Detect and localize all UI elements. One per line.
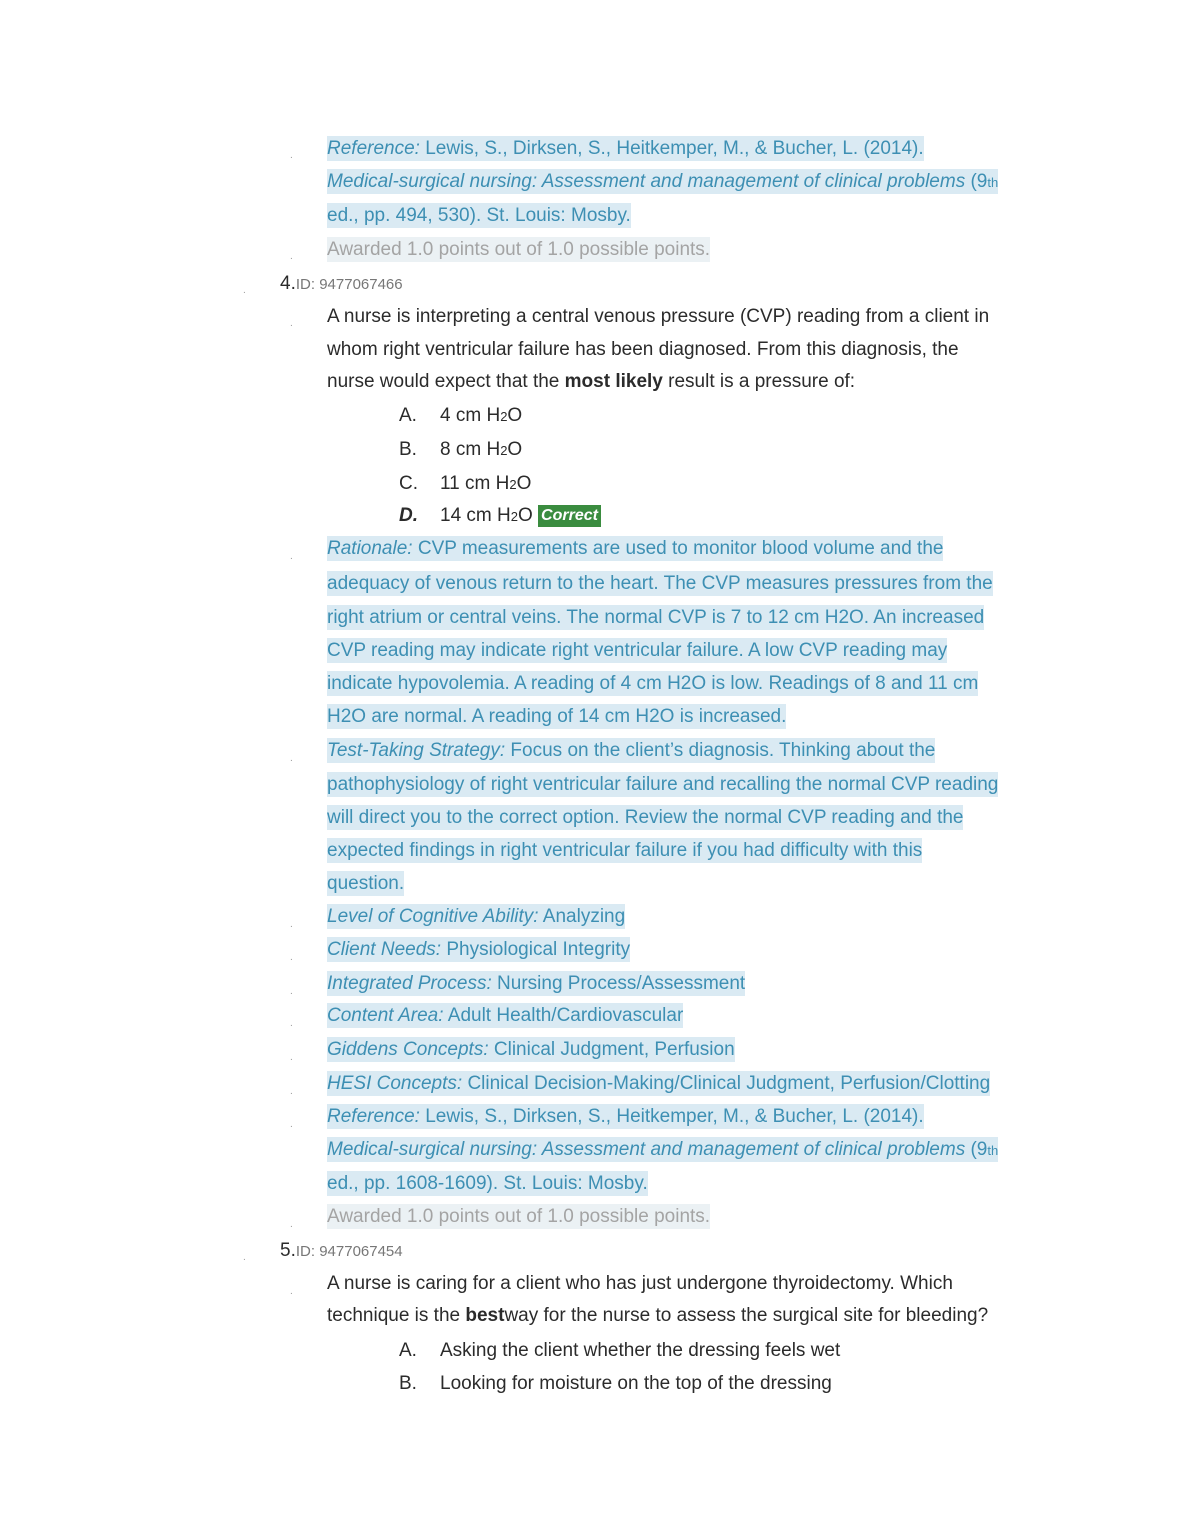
meta-integrated-process	[327, 973, 745, 1003]
reference-edition: (9	[965, 1139, 988, 1160]
bullet: .	[290, 1286, 293, 1297]
bullet: .	[290, 919, 293, 930]
bullet: .	[290, 753, 293, 764]
question-stem: whom right ventricular failure has been diagnosed. From this diagnosis, the	[327, 339, 959, 360]
reference-text: ed., pp. 494, 530). St. Louis: Mosby.	[327, 205, 631, 226]
strategy-line	[327, 740, 935, 770]
bullet: .	[290, 1086, 293, 1097]
rationale-text: adequacy of venous return to the heart. The CVP measures pressures from the	[327, 573, 993, 594]
rationale-text: indicate hypovolemia. A reading of 4 cm H2O is low. Readings of 8 and 11 cm	[327, 673, 979, 694]
reference-title: Medical-surgical nursing: Assessment and management of clinical problems	[327, 1139, 966, 1160]
bullet: .	[290, 1219, 293, 1230]
rationale-line	[327, 673, 978, 703]
meta-giddens-concepts	[327, 1039, 735, 1069]
option-a[interactable]	[0, 1340, 1190, 1370]
meta-label: HESI Concepts:	[327, 1073, 463, 1094]
question-number: 5.	[280, 1240, 296, 1261]
strategy-text: Focus on the client’s diagnosis. Thinking about the	[505, 740, 936, 761]
awarded-text: Awarded 1.0 points out of 1.0 possible points.	[327, 239, 711, 260]
reference-line	[327, 171, 998, 201]
rationale-line	[327, 607, 984, 637]
rationale-label: Rationale:	[327, 538, 413, 559]
strategy-label: Test-Taking Strategy:	[327, 740, 506, 761]
option-letter: B.	[399, 1373, 417, 1394]
strategy-text: will direct you to the correct option. Review the normal CVP reading and the	[327, 807, 964, 828]
strategy-line	[327, 840, 922, 870]
question-stem: A nurse is caring for a client who has just undergone thyroidectomy. Which	[327, 1273, 953, 1294]
stem-emphasis: most likely	[564, 371, 663, 392]
awarded-text: Awarded 1.0 points out of 1.0 possible points.	[327, 1206, 711, 1227]
option-a[interactable]	[0, 405, 1190, 435]
question-id: ID: 9477067466	[295, 276, 403, 293]
reference-title: Medical-surgical nursing: Assessment and management of clinical problems	[327, 171, 966, 192]
option-c[interactable]	[0, 473, 1190, 503]
option-text: 14 cm H2O Correct	[440, 505, 601, 527]
reference-line	[327, 1139, 998, 1169]
option-letter: B.	[399, 439, 417, 460]
rationale-text: CVP reading may indicate right ventricular failure. A low CVP reading may	[327, 640, 948, 661]
question-stem	[327, 371, 855, 401]
meta-cognitive-level	[327, 906, 625, 936]
question-header	[280, 273, 403, 303]
stem-text: way for the nurse to assess the surgical site for bleeding?	[504, 1305, 989, 1326]
awarded-line	[327, 1206, 710, 1236]
meta-value: Analyzing	[538, 906, 626, 927]
option-letter: A.	[399, 405, 417, 426]
question-number: 4.	[280, 273, 296, 294]
reference-th: th	[987, 175, 999, 190]
bullet: .	[290, 1052, 293, 1063]
option-d[interactable]	[0, 505, 1190, 535]
option-letter: D.	[399, 505, 418, 526]
bullet: .	[243, 1252, 246, 1263]
question-header	[280, 1240, 403, 1270]
strategy-line	[327, 774, 998, 804]
reference-line	[327, 1173, 648, 1203]
meta-content-area	[327, 1005, 683, 1035]
meta-value: Adult Health/Cardiovascular	[443, 1005, 684, 1026]
strategy-text: expected findings in right ventricular failure if you had difficulty with this	[327, 840, 923, 861]
option-text: 8 cm H2O	[440, 439, 523, 460]
reference-text: Lewis, S., Dirksen, S., Heitkemper, M., & Bucher, L. (2014).	[419, 1106, 924, 1127]
reference-line	[327, 205, 631, 235]
bullet: .	[290, 551, 293, 562]
reference-text: Lewis, S., Dirksen, S., Heitkemper, M., & Bucher, L. (2014).	[419, 138, 924, 159]
reference-line	[327, 138, 924, 168]
option-text: 11 cm H2O	[440, 473, 532, 494]
rationale-line	[327, 573, 993, 603]
bullet: .	[290, 1119, 293, 1130]
bullet: .	[290, 251, 293, 262]
meta-label: Integrated Process:	[327, 973, 492, 994]
option-b[interactable]	[0, 1373, 1190, 1403]
question-id: ID: 9477067454	[295, 1243, 403, 1260]
meta-client-needs	[327, 939, 630, 969]
bullet: .	[290, 318, 293, 329]
bullet: .	[290, 1018, 293, 1029]
meta-hesi-concepts	[327, 1073, 990, 1103]
meta-label: Content Area:	[327, 1005, 444, 1026]
strategy-line	[327, 807, 963, 837]
rationale-line	[327, 538, 943, 568]
reference-label: Reference:	[327, 138, 420, 159]
option-text: Asking the client whether the dressing feels wet	[440, 1340, 841, 1361]
reference-label: Reference:	[327, 1106, 420, 1127]
rationale-text: right atrium or central veins. The normal CVP is 7 to 12 cm H2O. An increased	[327, 607, 985, 628]
rationale-line	[327, 706, 786, 736]
question-stem: A nurse is interpreting a central venous pressure (CVP) reading from a client in	[327, 306, 990, 327]
strategy-line	[327, 873, 404, 903]
bullet: .	[290, 150, 293, 161]
awarded-line	[327, 239, 710, 269]
option-b[interactable]	[0, 439, 1190, 469]
stem-text: nurse would expect that the	[327, 371, 565, 392]
meta-value: Physiological Integrity	[441, 939, 631, 960]
stem-text: technique is the	[327, 1305, 466, 1326]
option-letter: C.	[399, 473, 418, 494]
stem-emphasis: best	[465, 1305, 505, 1326]
meta-value: Clinical Decision-Making/Clinical Judgment, Perfusion/Clotting	[462, 1073, 991, 1094]
question-stem	[327, 1305, 988, 1335]
rationale-text: CVP measurements are used to monitor blood volume and the	[412, 538, 944, 559]
strategy-text: question.	[327, 873, 405, 894]
meta-value: Nursing Process/Assessment	[491, 973, 746, 994]
reference-text: ed., pp. 1608-1609). St. Louis: Mosby.	[327, 1173, 648, 1194]
rationale-text: H2O are normal. A reading of 14 cm H2O is increased.	[327, 706, 787, 727]
stem-text: result is a pressure of:	[662, 371, 856, 392]
reference-edition: (9	[965, 171, 988, 192]
rationale-line	[327, 640, 947, 670]
meta-label: Level of Cognitive Ability:	[327, 906, 539, 927]
bullet: .	[290, 952, 293, 963]
meta-label: Giddens Concepts:	[327, 1039, 489, 1060]
bullet: .	[290, 986, 293, 997]
option-text: Looking for moisture on the top of the dressing	[440, 1373, 832, 1394]
correct-badge: Correct	[538, 505, 601, 527]
meta-label: Client Needs:	[327, 939, 442, 960]
reference-th: th	[987, 1143, 999, 1158]
meta-value: Clinical Judgment, Perfusion	[488, 1039, 735, 1060]
option-letter: A.	[399, 1340, 417, 1361]
bullet: .	[243, 285, 246, 296]
option-text: 4 cm H2O	[440, 405, 523, 426]
reference-line	[327, 1106, 924, 1136]
strategy-text: pathophysiology of right ventricular failure and recalling the normal CVP reading	[327, 774, 999, 795]
